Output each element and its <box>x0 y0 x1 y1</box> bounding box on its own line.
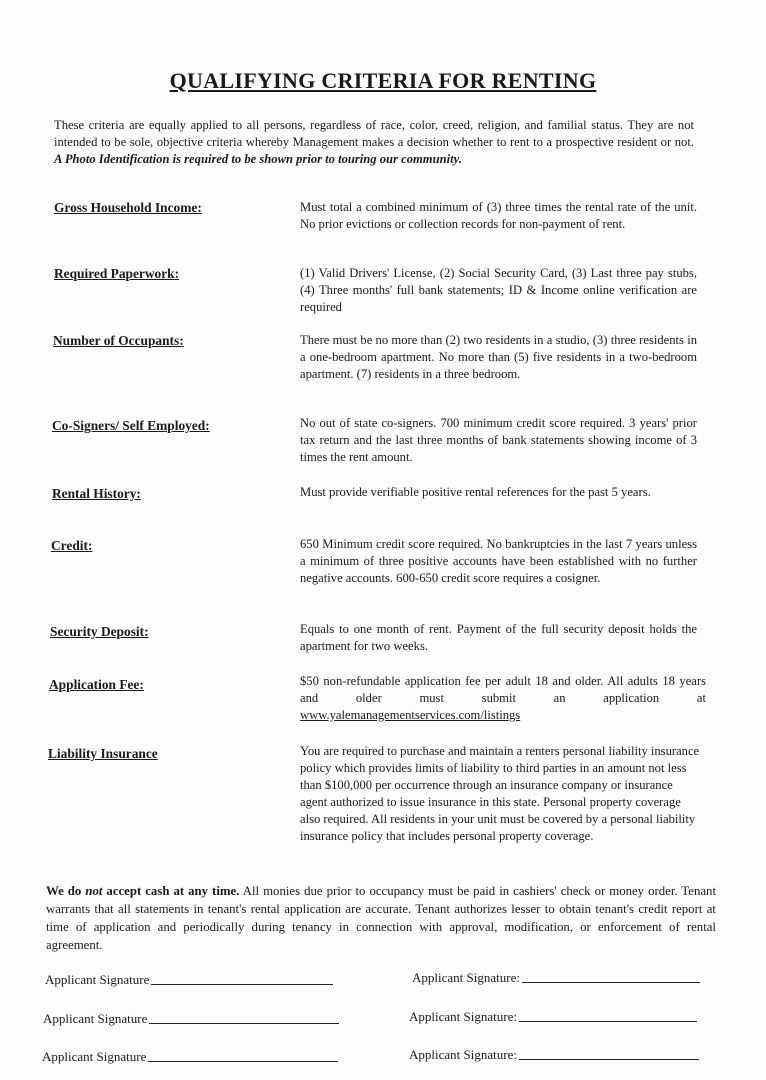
signature-line-right-2[interactable] <box>409 1009 697 1025</box>
intro-text: These criteria are equally applied to all persons, regardless of race, color, creed, religion, and familial status. They are not intended to be sole, objective criteria whereby Management makes a decision whether to rent to a prospective resident or not. <box>54 118 694 149</box>
criteria-label-gross-household-income: Gross Household Income: <box>54 200 202 215</box>
cash-notice-not: not <box>85 884 103 898</box>
signature-line-left-1[interactable] <box>45 972 333 988</box>
criteria-text-rental-history: Must provide verifiable positive rental references for the past 5 years. <box>300 485 651 499</box>
criteria-label-number-of-occupants: Number of Occupants: <box>53 333 184 348</box>
signature-underline <box>522 981 700 983</box>
criteria-text-gross-household-income: Must total a combined minimum of (3) three times the rental rate of the unit. No prior evictions or collection records for non-payment of rent. <box>300 200 697 231</box>
criteria-label-rental-history: Rental History: <box>52 486 141 501</box>
signature-underline <box>148 1060 338 1062</box>
document-title: QUALIFYING CRITERIA FOR RENTING <box>169 68 597 93</box>
criteria-text-co-signers: No out of state co-signers. 700 minimum credit score required. 3 years' prior tax return and the last three months of bank statements showing income of 3 times the rent amount. <box>300 416 697 464</box>
intro-emphasis: A Photo Identification is required to be shown prior to touring our community. <box>54 152 462 166</box>
criteria-text-liability-insurance: You are required to purchase and maintain a renters personal liability insurance policy which provides limits of liability to third parties in an amount not less than $100,000 per occurrence through an insurance company or insurance agent authorized to issue insurance in this state. Personal property coverage also required. All residents in your unit must be covered by a personal liability insurance policy that includes personal property coverage. <box>300 744 700 843</box>
signature-label: Applicant Signature <box>45 972 150 987</box>
signature-underline <box>519 1020 697 1022</box>
criteria-label-credit: Credit: <box>51 538 93 553</box>
criteria-text-number-of-occupants: There must be no more than (2) two residents in a studio, (3) three residents in a one-bedroom apartment. No more than (5) five residents in a two-bedroom apartment. (7) residents in a three bedroom. <box>300 333 697 381</box>
cash-notice-paragraph <box>46 882 716 954</box>
cash-notice-lead-2: accept cash at any time. <box>102 884 240 898</box>
application-fee-text: $50 non-refundable application fee per adult 18 and older. All adults 18 years and older must submit an application at <box>300 674 706 705</box>
signature-line-right-1[interactable] <box>412 970 700 986</box>
signature-line-left-2[interactable] <box>43 1011 339 1027</box>
criteria-label-application-fee: Application Fee: <box>49 677 144 692</box>
signature-line-left-3[interactable] <box>42 1049 338 1065</box>
signature-underline <box>151 983 333 985</box>
listings-link[interactable]: www.yalemanagementservices.com/listings <box>300 708 521 722</box>
criteria-text-application-fee <box>300 673 706 724</box>
signature-label: Applicant Signature: <box>409 1047 517 1062</box>
signature-label: Applicant Signature: <box>409 1009 517 1024</box>
signature-underline <box>519 1058 699 1060</box>
intro-paragraph <box>54 117 694 168</box>
signature-line-right-3[interactable] <box>409 1047 699 1063</box>
cash-notice-body: All monies due prior to occupancy must be paid in cashiers' check or money order. Tenant warrants that all statements in tenant's rental application are accurate. Tenant authorizes lesser to obtain tenant's credit report at time of application and periodically during tenancy in connection with approval, modification, or enforcement of rental agreement. <box>46 884 717 952</box>
cash-notice-lead-1: We do <box>46 884 86 898</box>
signature-underline <box>149 1022 339 1024</box>
criteria-label-co-signers: Co-Signers/ Self Employed: <box>52 418 210 433</box>
criteria-label-security-deposit: Security Deposit: <box>50 624 149 639</box>
criteria-text-credit: 650 Minimum credit score required. No bankruptcies in the last 7 years unless a minimum of three positive accounts have been established with no further negative accounts. 600-650 credit score requires a cosigner. <box>300 537 697 585</box>
signature-label: Applicant Signature: <box>412 970 520 985</box>
criteria-label-liability-insurance: Liability Insurance <box>48 746 158 761</box>
signature-label: Applicant Signature <box>43 1011 148 1026</box>
criteria-label-required-paperwork: Required Paperwork: <box>54 266 180 281</box>
signature-label: Applicant Signature <box>42 1049 147 1064</box>
criteria-text-required-paperwork: (1) Valid Drivers' License, (2) Social Security Card, (3) Last three pay stubs, (4) Three months' full bank statements; ID & Income online verification are required <box>300 266 697 314</box>
criteria-text-security-deposit: Equals to one month of rent. Payment of the full security deposit holds the apartment for two weeks. <box>300 622 697 653</box>
